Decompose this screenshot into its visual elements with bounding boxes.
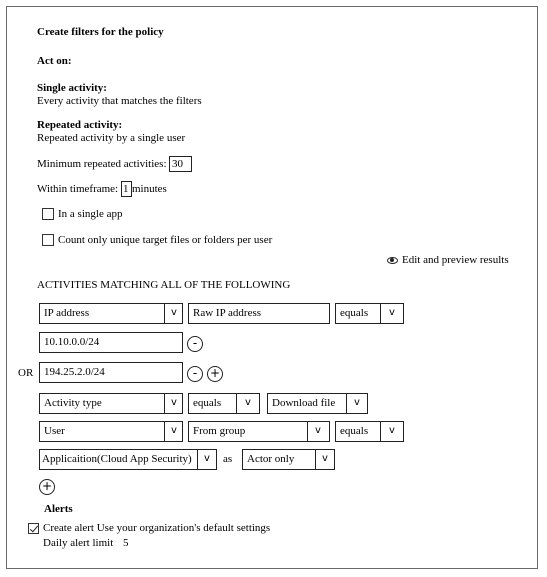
value-select-download-file[interactable]	[267, 393, 368, 414]
subfield-value: Raw IP address	[193, 307, 262, 319]
chevron-down-icon: v	[354, 397, 360, 408]
daily-alert-limit-label: Daily alert limit	[43, 537, 114, 549]
field-select-value: User	[44, 425, 65, 437]
daily-alert-limit-value[interactable]: 5	[123, 537, 129, 549]
repeated-activity-desc: Repeated activity by a single user	[37, 132, 186, 144]
field-select-application[interactable]	[39, 449, 217, 470]
chevron-down-icon: v	[171, 397, 177, 408]
value-select-value: Actor only	[247, 453, 295, 465]
value-select-actor-only[interactable]	[242, 449, 335, 470]
operator-value: equals	[340, 307, 369, 319]
value-select-value: Download file	[272, 397, 336, 409]
chevron-down-icon: v	[389, 425, 395, 436]
field-select-ip-address[interactable]	[39, 303, 183, 324]
or-label: OR	[18, 367, 34, 379]
operator-value: equals	[340, 425, 369, 437]
subfield-input-raw-ip[interactable]	[188, 303, 330, 324]
ip-value: 194.25.2.0/24	[44, 366, 105, 378]
edit-preview-link[interactable]: Edit and preview results	[402, 254, 509, 266]
subfield-value: From group	[193, 425, 246, 437]
subfield-select-from-group[interactable]	[188, 421, 330, 442]
chevron-down-icon: v	[245, 397, 251, 408]
unique-targets-checkbox[interactable]	[42, 234, 54, 246]
field-select-activity-type[interactable]	[39, 393, 183, 414]
operator-value: equals	[193, 397, 222, 409]
act-on-label: Act on:	[37, 55, 72, 67]
remove-value-button[interactable]: -	[187, 336, 203, 352]
chevron-down-icon: v	[322, 453, 328, 464]
min-repeated-label: Minimum repeated activities:	[37, 158, 167, 170]
timeframe-input[interactable]: 1	[121, 181, 132, 197]
repeated-activity-label[interactable]: Repeated activity:	[37, 119, 123, 131]
field-select-user[interactable]	[39, 421, 183, 442]
single-activity-desc: Every activity that matches the filters	[37, 95, 202, 107]
ip-value-input-1[interactable]	[39, 332, 183, 353]
single-app-label: In a single app	[58, 208, 123, 220]
ip-value-input-2[interactable]	[39, 362, 183, 383]
remove-value-button[interactable]: -	[187, 366, 203, 382]
single-app-checkbox[interactable]	[42, 208, 54, 220]
create-alert-label: Create alert Use your organization's default settings	[43, 522, 271, 534]
as-label: as	[223, 453, 233, 465]
chevron-down-icon: v	[171, 425, 177, 436]
add-value-button[interactable]: +	[207, 366, 223, 382]
chevron-down-icon: v	[171, 307, 177, 318]
min-repeated-input[interactable]: 30	[169, 156, 192, 172]
single-activity-label[interactable]: Single activity:	[37, 82, 107, 94]
ip-value: 10.10.0.0/24	[44, 336, 100, 348]
eye-icon[interactable]	[387, 257, 398, 264]
chevron-down-icon: v	[389, 307, 395, 318]
page-title: Create filters for the policy	[37, 26, 164, 38]
chevron-down-icon: v	[315, 425, 321, 436]
field-select-value: Activity type	[44, 397, 102, 409]
unique-targets-label: Count only unique target files or folders per user	[58, 234, 273, 246]
chevron-down-icon: v	[204, 453, 210, 464]
field-select-value: Applicaition(Cloud App Security)	[42, 453, 192, 465]
add-filter-button[interactable]: +	[39, 479, 55, 495]
field-select-value: IP address	[44, 307, 90, 319]
activities-heading: ACTIVITIES MATCHING ALL OF THE FOLLOWING	[37, 279, 291, 291]
alerts-heading: Alerts	[44, 503, 73, 515]
timeframe-unit: minutes	[132, 183, 167, 195]
operator-select-equals[interactable]	[335, 303, 404, 324]
operator-select-equals[interactable]	[188, 393, 260, 414]
create-alert-checkbox[interactable]	[28, 523, 39, 534]
timeframe-label: Within timeframe:	[37, 183, 119, 195]
operator-select-equals[interactable]	[335, 421, 404, 442]
